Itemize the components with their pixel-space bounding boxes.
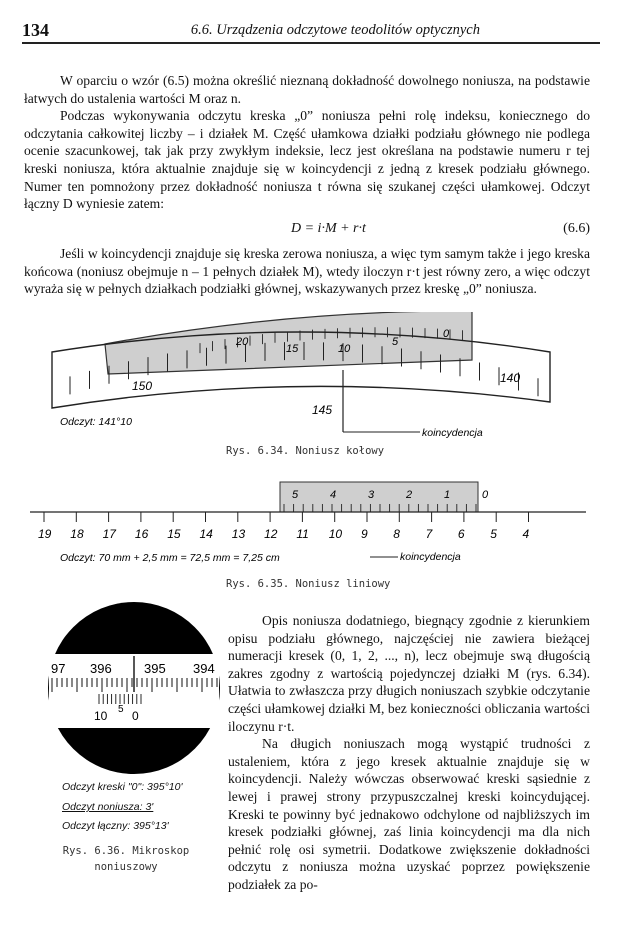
microscope-reading-1: Odczyt kreski "0": 395°10' xyxy=(62,781,183,793)
microscope-reading-2: Odczyt noniusza: 3' xyxy=(62,801,154,813)
main-scale-label: 19 xyxy=(38,527,52,541)
vernier-label: 1 xyxy=(444,489,451,501)
equation-formula: D = i·M + r·t xyxy=(291,221,366,236)
main-scale-label: 7 xyxy=(425,527,433,541)
vernier-label-10: 10 xyxy=(338,343,351,355)
vernier-label-20: 20 xyxy=(236,336,249,348)
main-scale-label: 9 xyxy=(361,527,368,541)
microscope-vernier-0: 0 xyxy=(132,709,139,723)
vernier-label: 5 xyxy=(292,489,299,501)
vernier-label-15: 15 xyxy=(286,343,299,355)
linear-coincidence-label: koincydencja xyxy=(400,551,461,563)
vernier-label: 3 xyxy=(368,489,375,501)
main-scale-label: 13 xyxy=(231,527,246,541)
microscope-label-396: 396 xyxy=(90,661,112,676)
paragraph-4: Opis noniusza dodatniego, biegnący zgodnie z kierunkiem opisu podziału głównego, najczęściej nie zawiera bieżącej numeracji kresek (0, 1, 2, ..., n), lecz obejmuje swą długością zakres zgodny z wartością pojedynczej działki M (rys. 6.34). Ułatwia to zwłaszcza przy długich noniuszach szybkie odczytanie części ułamkowej działki M, bez konieczności obliczania wartości iloczynu r·t. xyxy=(228,613,590,734)
running-title: 6.6. Urządzenia odczytowe teodolitów optycznych xyxy=(190,22,480,38)
paragraph-1: W oparciu o wzór (6.5) można określić nieznaną dokładność dowolnego noniusza, na podstawie łatwych do ustalenia wartości M oraz n. xyxy=(24,73,590,106)
paragraph-3: Jeśli w koincydencji znajduje się kreska zerowa noniusza, a więc tym samym także i jego kreska końcowa (noniusz obejmuje n – 1 pełnych działek M), wtedy iloczyn r·t jest równy zero, a więc odczyt wyraża się w pełnych działkach podziałki głównej, wskazywanych przez kreskę „0” noniusza. xyxy=(24,246,590,297)
main-label-140: 140 xyxy=(500,371,521,385)
right-column-text xyxy=(228,612,590,894)
vernier-label-5: 5 xyxy=(392,336,399,348)
caption-fig-6-36: Rys. 6.36. Mikroskop noniuszowy xyxy=(62,845,190,873)
body-text-after-eq xyxy=(24,245,590,298)
microscope-reading-3: Odczyt łączny: 395°13' xyxy=(62,820,169,832)
vernier-label: 0 xyxy=(482,489,489,501)
main-label-145: 145 xyxy=(312,403,333,417)
vernier-label: 4 xyxy=(330,489,337,501)
reading-text: Odczyt: 141°10 xyxy=(60,416,132,428)
main-scale-label: 8 xyxy=(393,527,400,541)
main-scale-label: 17 xyxy=(102,527,116,541)
main-scale-label: 5 xyxy=(490,527,497,541)
figure-linear-vernier xyxy=(30,476,590,571)
microscope-label-394: 394 xyxy=(193,661,215,676)
figure-circular-vernier xyxy=(40,312,560,462)
linear-reading-text: Odczyt: 70 mm + 2,5 mm = 72,5 mm = 7,25 cm xyxy=(60,552,280,564)
main-scale-label: 4 xyxy=(522,527,530,541)
microscope-label-97: 97 xyxy=(51,661,66,676)
page-number: 134 xyxy=(22,20,49,40)
microscope-vernier-5: 5 xyxy=(118,704,124,715)
main-scale-label: 12 xyxy=(264,527,278,541)
main-scale-label: 6 xyxy=(457,527,465,541)
main-scale-label: 14 xyxy=(199,527,213,541)
paragraph-5: Na długich noniuszach mogą wystąpić trudności z ustaleniem, która z jego kresek aktualnie znajduje się w koincydencji. Należy wówczas obserwować kreski sąsiednie z lewej i prawej strony przypuszczalnej kreski koincydującej. Kreski te powinny być jednakowo odchylone od najbliższych im kresek podziałki głównej, zaś linia koincydencji ma dla nich pełnić rolę osi symetrii. Dodatkowe zwiększenie dokładności odczytu z noniusza można uzyskać poprzez powiększenie podziałek za po- xyxy=(228,736,590,892)
equation-number: (6.6) xyxy=(563,221,590,236)
caption-fig-6-35: Rys. 6.35. Noniusz liniowy xyxy=(226,578,391,590)
figure-microscope xyxy=(46,600,222,776)
vernier-label: 2 xyxy=(406,489,413,501)
microscope-vernier-10: 10 xyxy=(94,709,108,723)
main-scale-label: 18 xyxy=(70,527,84,541)
page-header xyxy=(22,20,600,44)
main-scale-label: 16 xyxy=(134,527,149,541)
linear-main-labels xyxy=(38,527,530,541)
microscope-label-395: 395 xyxy=(144,661,166,676)
body-text-top xyxy=(24,72,590,213)
vernier-label-0: 0 xyxy=(443,328,450,340)
main-scale-label: 15 xyxy=(167,527,181,541)
caption-fig-6-34: Rys. 6.34. Noniusz kołowy xyxy=(226,445,385,457)
main-scale-label: 11 xyxy=(296,527,309,541)
main-label-150: 150 xyxy=(132,379,153,393)
coincidence-label: koincydencja xyxy=(422,427,483,439)
paragraph-2: Podczas wykonywania odczytu kreska „0” noniusza pełni rolę indeksu, koniecznego do odczytania całkowitej liczby – i działek M. Część ułamkowa działki podziału głównego nie podlega ocenie szacunkowej, tak jak przy zwykłym indeksie, lecz jest określana na podstawie numeru r tej kreski noniusza, która aktualnie znajduje się w koincydencji z jedną z kresek podziału głównego. Numer ten pomnożony przez dokładność noniusza t równa się szukanej części ułamkowej. Odczyt łączny D wyniesie zatem: xyxy=(24,108,590,212)
main-scale-label: 10 xyxy=(328,527,343,541)
